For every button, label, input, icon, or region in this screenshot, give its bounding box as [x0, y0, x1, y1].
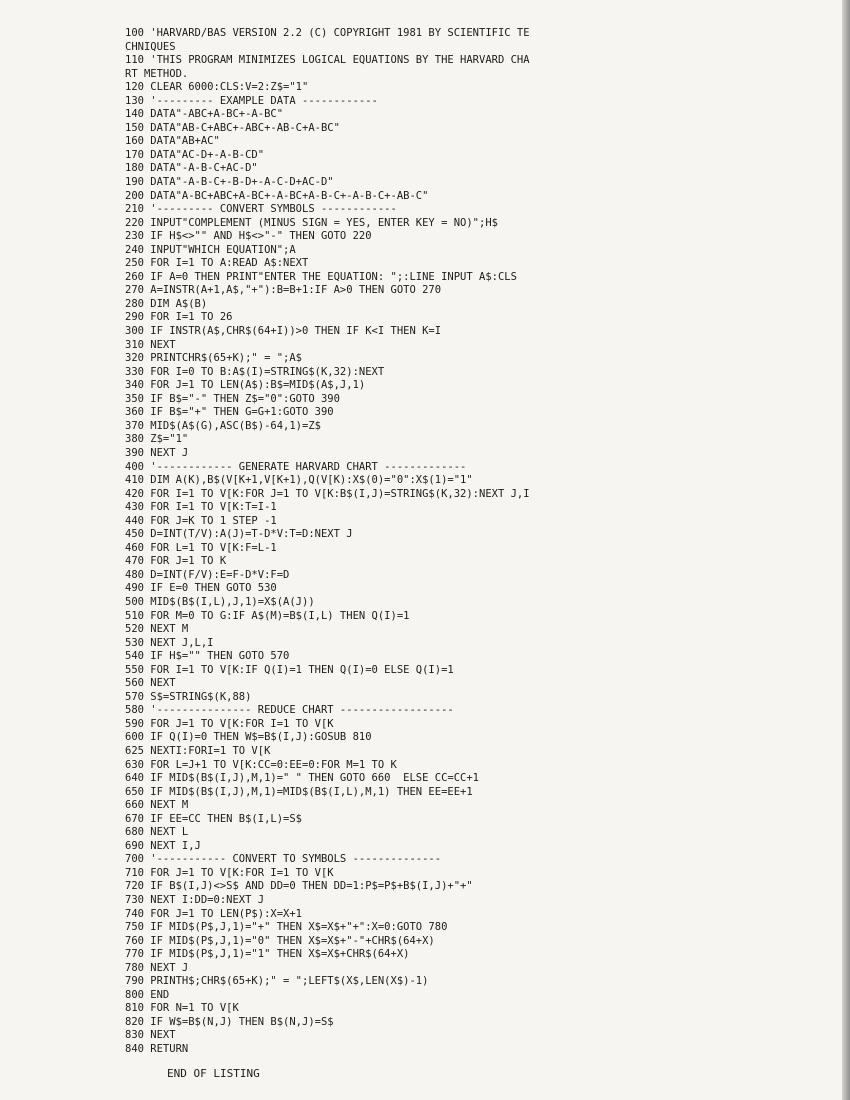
code-line: 720 IF B$(I,J)<>S$ AND DD=0 THEN DD=1:P$=P$+B$(I,J)+"+": [125, 880, 473, 893]
paper-edge-shadow: [842, 0, 850, 1100]
code-line: 140 DATA"-ABC+A-BC+-A-BC": [125, 108, 284, 121]
code-line: 320 PRINTCHR$(65+K);" = ";A$: [125, 352, 303, 365]
code-line: 530 NEXT J,L,I: [125, 636, 214, 649]
code-line: 770 IF MID$(P$,J,1)="1" THEN X$=X$+CHR$(64+X): [125, 948, 410, 961]
code-line: 210 '--------- CONVERT SYMBOLS ------------: [125, 203, 397, 216]
code-line: 750 IF MID$(P$,J,1)="+" THEN X$=X$+"+":X=0:GOTO 780: [125, 921, 448, 934]
code-line: 300 IF INSTR(A$,CHR$(64+I))>0 THEN IF K<I THEN K=I: [125, 325, 442, 338]
code-line: 590 FOR J=1 TO V[K:FOR I=1 TO V[K: [125, 717, 334, 730]
code-line: 370 MID$(A$(G),ASC(B$)-64,1)=Z$: [125, 419, 321, 432]
code-line: 430 FOR I=1 TO V[K:T=I-1: [125, 501, 277, 514]
code-line: 440 FOR J=K TO 1 STEP -1: [125, 514, 277, 527]
code-line: 830 NEXT: [125, 1029, 176, 1042]
code-line: 550 FOR I=1 TO V[K:IF Q(I)=1 THEN Q(I)=0 ELSE Q(I)=1: [125, 663, 454, 676]
code-line: 420 FOR I=1 TO V[K:FOR J=1 TO V[K:B$(I,J)=STRING$(K,32):NEXT J,I: [125, 487, 530, 500]
code-line: 510 FOR M=0 TO G:IF A$(M)=B$(I,L) THEN Q(I)=1: [125, 609, 410, 622]
end-of-listing: END OF LISTING: [167, 1067, 260, 1080]
code-line: 240 INPUT"WHICH EQUATION";A: [125, 243, 296, 256]
code-line: 625 NEXTI:FORI=1 TO V[K: [125, 744, 271, 757]
code-line: 170 DATA"AC-D+-A-B-CD": [125, 148, 265, 161]
code-line: 780 NEXT J: [125, 961, 189, 974]
code-line: 130 '--------- EXAMPLE DATA ------------: [125, 94, 378, 107]
code-line: 250 FOR I=1 TO A:READ A$:NEXT: [125, 257, 309, 270]
code-line: 400 '------------ GENERATE HARVARD CHART -------------: [125, 460, 467, 473]
code-line: 520 NEXT M: [125, 623, 189, 636]
code-line: 120 CLEAR 6000:CLS:V=2:Z$="1": [125, 81, 309, 94]
code-line: 810 FOR N=1 TO V[K: [125, 1002, 239, 1015]
code-line: 470 FOR J=1 TO K: [125, 555, 227, 568]
code-line: 640 IF MID$(B$(I,J),M,1)=" " THEN GOTO 660 ELSE CC=CC+1: [125, 772, 480, 785]
code-line: 560 NEXT: [125, 677, 176, 690]
code-line: 330 FOR I=0 TO B:A$(I)=STRING$(K,32):NEXT: [125, 365, 385, 378]
code-line: 680 NEXT L: [125, 826, 189, 839]
program-listing: [125, 27, 825, 1057]
code-line: 710 FOR J=1 TO V[K:FOR I=1 TO V[K: [125, 866, 334, 879]
code-line: 350 IF B$="-" THEN Z$="0":GOTO 390: [125, 392, 340, 405]
code-line: 100 'HARVARD/BAS VERSION 2.2 (C) COPYRIGHT 1981 BY SCIENTIFIC TE: [125, 27, 530, 39]
code-line: 760 IF MID$(P$,J,1)="0" THEN X$=X$+"-"+CHR$(64+X): [125, 934, 435, 947]
code-line: 340 FOR J=1 TO LEN(A$):B$=MID$(A$,J,1): [125, 379, 366, 392]
code-line: 650 IF MID$(B$(I,J),M,1)=MID$(B$(I,L),M,1) THEN EE=EE+1: [125, 785, 473, 798]
code-line: 800 END: [125, 988, 170, 1001]
code-line: 280 DIM A$(B): [125, 297, 208, 310]
code-line: 160 DATA"AB+AC": [125, 135, 220, 148]
code-line: 380 Z$="1": [125, 433, 189, 446]
code-line: 220 INPUT"COMPLEMENT (MINUS SIGN = YES, ENTER KEY = NO)";H$: [125, 216, 498, 229]
code-line: 730 NEXT I:DD=0:NEXT J: [125, 894, 265, 906]
code-line: 150 DATA"AB-C+ABC+-ABC+-AB-C+A-BC": [125, 121, 340, 134]
code-line: 410 DIM A(K),B$(V[K+1,V[K+1),Q(V[K):X$(0)="0":X$(1)="1": [125, 474, 473, 487]
code-line: 230 IF H$<>"" AND H$<>"-" THEN GOTO 220: [125, 230, 372, 243]
code-line: 290 FOR I=1 TO 26: [125, 311, 233, 324]
code-line: 820 IF W$=B$(N,J) THEN B$(N,J)=S$: [125, 1015, 334, 1028]
code-line: 600 IF Q(I)=0 THEN W$=B$(I,J):GOSUB 810: [125, 731, 372, 744]
code-line: 790 PRINTH$;CHR$(65+K);" = ";LEFT$(X$,LEN(X$)-1): [125, 975, 429, 988]
code-line: 390 NEXT J: [125, 446, 189, 459]
code-line: 740 FOR J=1 TO LEN(P$):X=X+1: [125, 907, 303, 920]
code-line: 480 D=INT(F/V):E=F-D*V:F=D: [125, 568, 290, 581]
code-line: 360 IF B$="+" THEN G=G+1:GOTO 390: [125, 406, 334, 419]
code-line: 200 DATA"A-BC+ABC+A-BC+-A-BC+A-B-C+-A-B-C+-AB-C": [125, 189, 429, 202]
code-line: 460 FOR L=1 TO V[K:F=L-1: [125, 541, 277, 554]
code-line: 110 'THIS PROGRAM MINIMIZES LOGICAL EQUATIONS BY THE HARVARD CHA: [125, 54, 530, 67]
code-line: 630 FOR L=J+1 TO V[K:CC=0:EE=0:FOR M=1 TO K: [125, 758, 397, 771]
code-line: CHNIQUES: [125, 40, 176, 53]
code-line: 670 IF EE=CC THEN B$(I,L)=S$: [125, 812, 303, 825]
code-line: 500 MID$(B$(I,L),J,1)=X$(A(J)): [125, 595, 315, 608]
code-line: 700 '----------- CONVERT TO SYMBOLS --------------: [125, 853, 442, 866]
code-line: 580 '--------------- REDUCE CHART ------------------: [125, 704, 454, 717]
code-line: 690 NEXT I,J: [125, 839, 201, 852]
code-line: RT METHOD.: [125, 67, 189, 80]
code-line: 840 RETURN: [125, 1043, 189, 1056]
code-line: 180 DATA"-A-B-C+AC-D": [125, 162, 258, 175]
code-line: 450 D=INT(T/V):A(J)=T-D*V:T=D:NEXT J: [125, 528, 353, 541]
code-line: 260 IF A=0 THEN PRINT"ENTER THE EQUATION: ";:LINE INPUT A$:CLS: [125, 270, 517, 283]
code-line: 270 A=INSTR(A+1,A$,"+"):B=B+1:IF A>0 THEN GOTO 270: [125, 284, 442, 297]
code-line: 540 IF H$="" THEN GOTO 570: [125, 650, 290, 663]
code-line: 570 S$=STRING$(K,88): [125, 690, 252, 703]
code-line: 490 IF E=0 THEN GOTO 530: [125, 582, 277, 595]
code-line: 310 NEXT: [125, 338, 176, 351]
code-line: 660 NEXT M: [125, 799, 189, 812]
code-line: 190 DATA"-A-B-C+-B-D+-A-C-D+AC-D": [125, 176, 334, 189]
